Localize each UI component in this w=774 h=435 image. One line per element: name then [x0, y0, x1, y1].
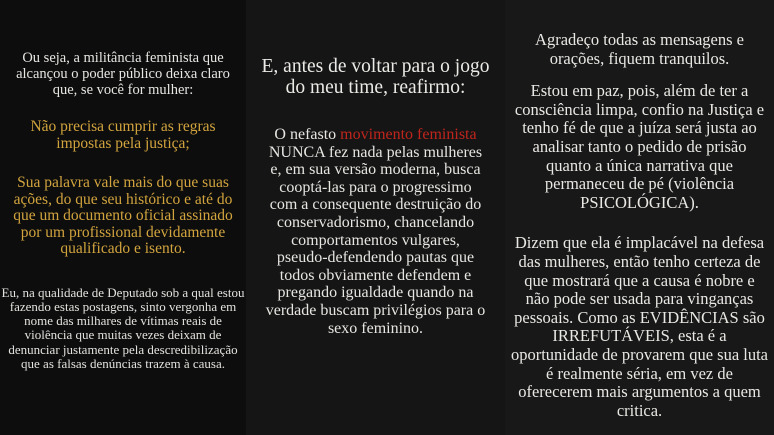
- story-panel-right: [505, 0, 774, 435]
- story-panel-left: [0, 0, 246, 435]
- middle-body-paragraph: [265, 126, 487, 337]
- right-paragraph-thanks: Agradeço todas as mensagens e orações, fiquem tranquilos.: [535, 30, 744, 68]
- middle-body-red-highlight: movimento feminista: [340, 126, 477, 143]
- story-panel-middle: [246, 0, 505, 435]
- middle-header-text: E, antes de voltar para o jogo do meu time, reafirmo:: [261, 56, 490, 98]
- right-paragraph-evidence: Dizem que ela é implacável na defesa das mulheres, então tenho certeza de que mostrará que a causa é nobre e não pode ser usada para vinganças pessoais. Como as EVIDÊNCIAS são IRREFUTÁVEIS, esta é a oportunidade de provarem que sua luta é realmente séria, em vez de oferecerem mais argumentos a quem critica.: [510, 233, 769, 420]
- middle-body-text-start: O nefasto: [274, 126, 341, 143]
- left-intro-text: Ou seja, a militância feminista que alcançou o poder público deixa claro que, se você for mulher:: [16, 50, 230, 98]
- right-paragraph-justice: Estou em paz, pois, além de ter a consciência limpa, confio na Justiça e tenho fé de que a juíza será justa ao analisar tanto o pedido de prisão quanto a única narrativa que permaneceu de pé (violência PSICOLÓGICA).: [514, 81, 765, 212]
- left-gold-highlight-1: Não precisa cumprir as regras impostas pela justiça;: [30, 118, 216, 152]
- middle-body-text-rest: NUNCA fez nada pelas mulheres e, em sua versão moderna, busca cooptá-las para o progressimo com a consequente destruição do conservadorismo, chancelando comportamentos vulgares, pseudo-defendendo pautas que todos obviamente defendem e pregando igualdade quando na verdade buscam privilégios para o sexo feminino.: [265, 143, 486, 337]
- left-footnote-text: Eu, na qualidade de Deputado sob a qual estou fazendo estas postagens, sinto vergonha em nome das milhares de vítimas reais de violência que muitas vezes deixam de denunciar justamente pela descredibilização que as falsas denúncias trazem à causa.: [1, 284, 245, 371]
- left-gold-highlight-2: Sua palavra vale mais do que suas ações, do que seu histórico e até do que um documento oficial assinado por um profissional devidamente qualificado e isento.: [13, 174, 233, 257]
